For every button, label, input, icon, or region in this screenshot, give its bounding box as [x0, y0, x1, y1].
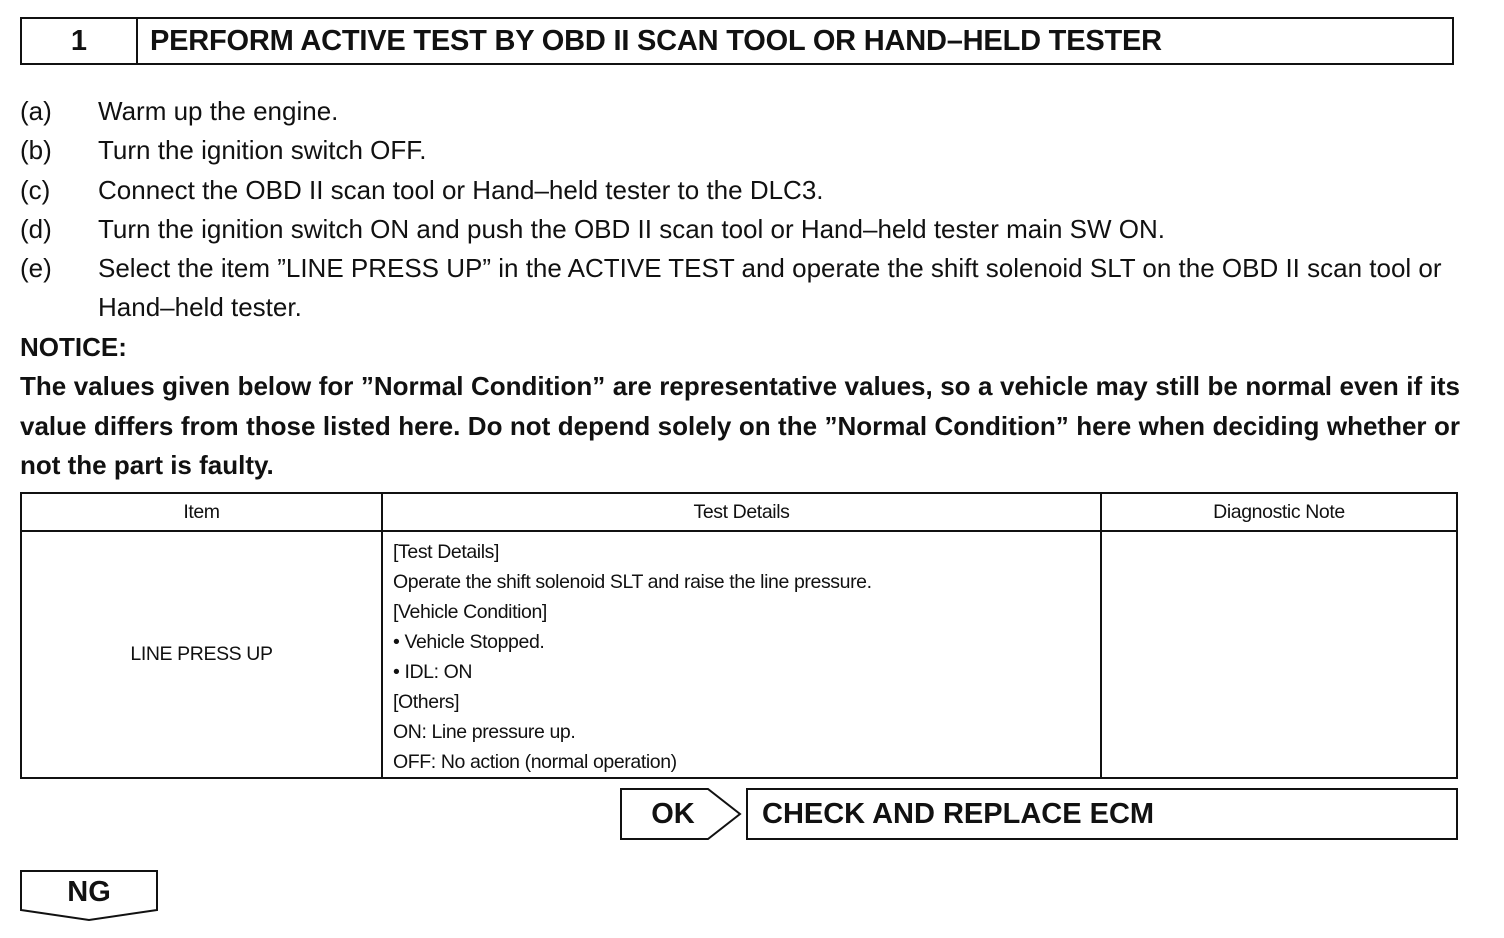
detail-line: ON: Line pressure up.	[393, 721, 576, 743]
detail-line: [Test Details]	[393, 541, 500, 563]
detail-line: [Vehicle Condition]	[393, 601, 547, 623]
step-title: PERFORM ACTIVE TEST BY OBD II SCAN TOOL OR HAND–HELD TESTER	[150, 24, 1162, 57]
step-a	[20, 92, 1460, 131]
step-d	[20, 210, 1460, 249]
cell-item: LINE PRESS UP	[21, 531, 382, 778]
step-letter: (e)	[20, 253, 52, 284]
step-letter: (c)	[20, 174, 51, 205]
detail-line: [Others]	[393, 691, 460, 713]
step-text: Turn the ignition switch ON and push the OBD II scan tool or Hand–held tester main SW ON.	[98, 213, 1165, 244]
procedure-steps	[20, 92, 1460, 328]
ok-result: CHECK AND REPLACE ECM	[746, 788, 1458, 840]
column-header-diagnostic-note: Diagnostic Note	[1101, 493, 1457, 531]
detail-line: Operate the shift solenoid SLT and raise the line pressure.	[393, 571, 872, 593]
column-header-test-details: Test Details	[382, 493, 1101, 531]
step-e	[20, 249, 1460, 328]
cell-test-details	[382, 531, 1101, 778]
step-number: 1	[22, 19, 138, 63]
step-text: Turn the ignition switch OFF.	[98, 135, 427, 166]
step-letter: (b)	[20, 135, 52, 166]
step-text: Warm up the engine.	[98, 96, 339, 126]
notice	[20, 328, 1460, 485]
step-header	[20, 17, 1454, 65]
ok-flow-arrow	[620, 788, 742, 840]
table-row	[21, 531, 1457, 778]
detail-line: OFF: No action (normal operation)	[393, 751, 677, 773]
step-c	[20, 171, 1460, 210]
detail-line: • Vehicle Stopped.	[393, 631, 545, 653]
step-letter: (a)	[20, 96, 52, 126]
step-letter: (d)	[20, 213, 52, 244]
step-b	[20, 131, 1460, 170]
column-header-item: Item	[21, 493, 382, 531]
cell-diagnostic-note	[1101, 531, 1457, 778]
ng-label: NG	[67, 875, 111, 908]
active-test-table	[20, 492, 1458, 779]
notice-body: The values given below for ”Normal Condition” are representative values, so a vehicle may still be normal even if its value differs from those listed here. Do not depend solely on the ”Normal Condition” here when deciding whether or not the part is faulty.	[20, 371, 1460, 480]
ng-flow-arrow	[20, 870, 160, 922]
step-text: Select the item ”LINE PRESS UP” in the ACTIVE TEST and operate the shift solenoid SLT on the OBD II scan tool or Hand–held tester.	[98, 253, 1442, 323]
step-text: Connect the OBD II scan tool or Hand–held tester to the DLC3.	[98, 174, 824, 205]
table-header-row	[21, 493, 1457, 531]
detail-line: • IDL: ON	[393, 661, 473, 683]
ok-label: OK	[651, 797, 695, 830]
notice-heading: NOTICE:	[20, 332, 127, 362]
